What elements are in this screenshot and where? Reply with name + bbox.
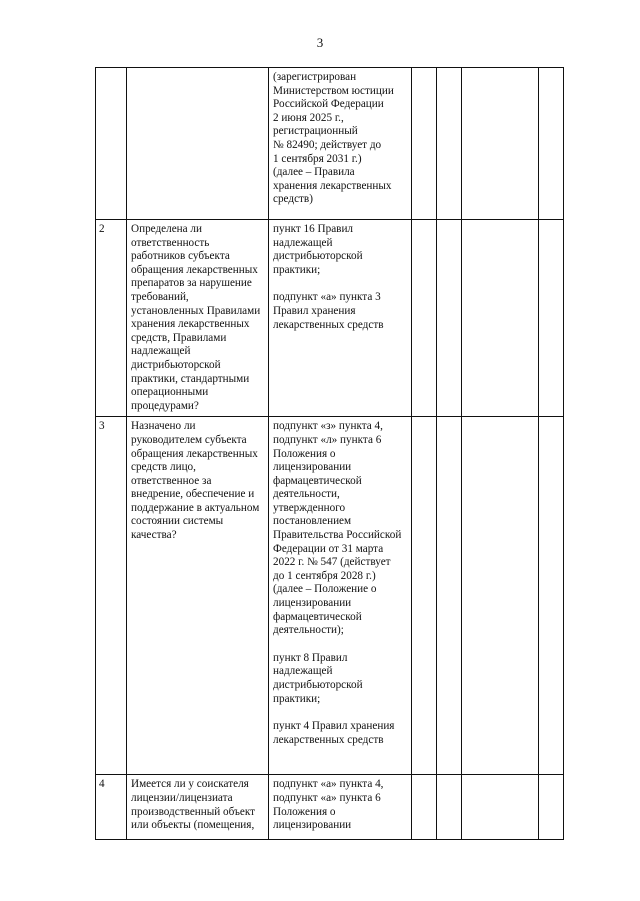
legal-reference-cell — [269, 220, 412, 417]
notes-cell — [539, 220, 564, 417]
table-row — [96, 775, 564, 840]
row-number: 4 — [96, 775, 127, 840]
question-cell — [127, 220, 269, 417]
answer-no-cell — [437, 775, 462, 840]
notes-cell — [539, 68, 564, 220]
question-cell — [127, 775, 269, 840]
table-row — [96, 220, 564, 417]
answer-yes-cell — [412, 220, 437, 417]
answer-no-cell — [437, 417, 462, 775]
question-cell — [127, 68, 269, 220]
legal-reference: пункт 4 Правил хранения лекарственных средств — [273, 720, 395, 746]
not-applicable-cell — [462, 417, 539, 775]
legal-reference-cell — [269, 775, 412, 840]
question-cell — [127, 417, 269, 775]
legal-reference: пункт 16 Правил надлежащей дистрибьюторской практики; — [273, 223, 363, 276]
notes-cell — [539, 775, 564, 840]
answer-no-cell — [437, 220, 462, 417]
row-number — [96, 68, 127, 220]
page-number: 3 — [316, 35, 324, 50]
row-number: 2 — [96, 220, 127, 417]
legal-reference: пункт 8 Правил надлежащей дистрибьюторской практики; — [273, 651, 363, 705]
answer-no-cell — [437, 68, 462, 220]
question-text: Имеется ли у соискателя лицензии/лицензиата производственный объект или объекты (помещения, — [131, 778, 255, 832]
not-applicable-cell — [462, 220, 539, 417]
question-text: Определена ли ответственность работников субъекта обращения лекарственных препаратов за нарушение требований, установленных Правилами хранения лекарственных средств, Правилами надлежащей дистрибьюторской практики, стандартными операционными процедурами? — [131, 223, 261, 412]
row-number: 3 — [96, 417, 127, 775]
legal-reference: подпункт «а» пункта 4, подпункт «а» пункта 6 Положения о лицензировании — [273, 778, 384, 832]
legal-reference: подпункт «з» пункта 4, подпункт «л» пункта 6 Положения о лицензировании фармацевтической деятельности, утвержденного постановлением Правительства Российской Федерации от 31 марта 2022 г. № 547 (действует до 1 сентября 2028 г.) (далее – Положение о лицензировании фармацевтической деятельности); — [273, 420, 402, 637]
legal-reference-cell — [269, 68, 412, 220]
notes-cell — [539, 417, 564, 775]
answer-yes-cell — [412, 68, 437, 220]
not-applicable-cell — [462, 775, 539, 840]
table-row — [96, 417, 564, 775]
answer-yes-cell — [412, 417, 437, 775]
table-row — [96, 68, 564, 220]
question-text: Назначено ли руководителем субъекта обращения лекарственных средств лицо, ответственное за внедрение, обеспечение и поддержание в актуальном состоянии системы качества? — [131, 420, 260, 542]
answer-yes-cell — [412, 775, 437, 840]
legal-reference: (зарегистрирован Министерством юстиции Российской Федерации 2 июня 2025 г., регистрационный № 82490; действует до 1 сентября 2031 г.) (далее – Правила хранения лекарственных средств) — [273, 71, 394, 206]
not-applicable-cell — [462, 68, 539, 220]
legal-reference-cell — [269, 417, 412, 775]
legal-reference: подпункт «а» пункта 3 Правил хранения лекарственных средств — [273, 291, 384, 331]
requirements-checklist-table — [95, 67, 564, 840]
